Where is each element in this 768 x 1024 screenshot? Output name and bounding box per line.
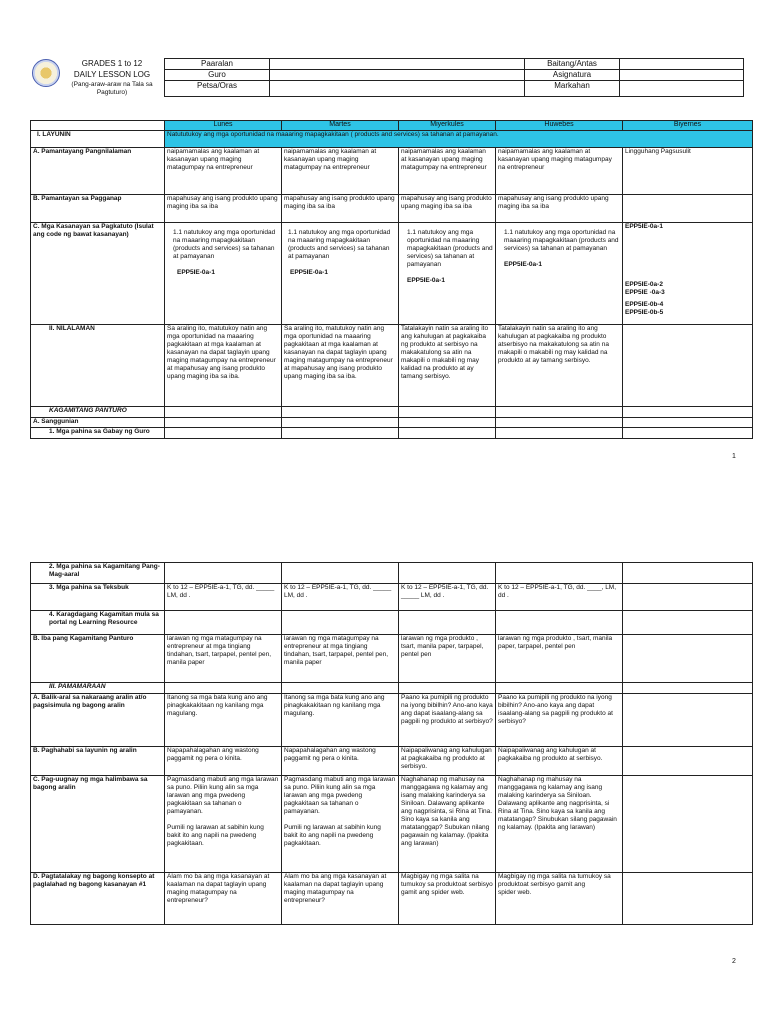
balik-cell-lunes: Itanong sa mga bata kung ano ang pinagkakakitaan ng kanilang mga magulang. — [165, 694, 282, 747]
ii-cell-huwebes: Tatalakayin natin sa araling ito ang kahulugan at pagkakaiba ng produkto atserbisyo na makakatulong sa atin na makapili o makabili ng may kalidad na produkto at ay tamang serbisyo. — [496, 325, 623, 407]
kk-cell-miyerkules — [399, 611, 496, 635]
a-cell-martes: naipamamalas ang kaalaman at kasanayan upang maging matagumpay na entrepreneur — [282, 148, 399, 195]
km-cell-huwebes — [496, 563, 623, 584]
pamamaraan-label: III. PAMAMARAAN — [31, 683, 165, 694]
kagamitang-pang-mag-aaral-label: 2. Mga pahina sa Kagamitang Pang- Mag-aaral — [31, 563, 165, 584]
sanggunian-cell-miyerkules — [399, 418, 496, 428]
ii-cell-biyernes — [623, 325, 753, 407]
day-header-blank — [31, 121, 165, 131]
pag-uugnay-label: C. Pag-uugnay ng mga halimbawa sa bagong aralin — [31, 776, 165, 873]
pamantayang-pangnilalaman-label: A. Pamantayang Pangnilalaman — [31, 148, 165, 195]
iba-pang-kagamitan-label: B. Iba pang Kagamitang Panturo — [31, 635, 165, 683]
guro-value — [270, 70, 525, 81]
gabay-cell-biyernes — [623, 428, 753, 439]
uugnay-cell-biyernes — [623, 776, 753, 873]
uugnay-cell-martes: Pagmasdang mabuti ang mga larawan sa puno. Piliin kung alin sa mga larawan ang mga pwedeng pagkakitaan sa tahanan o pamayanan. Pumili ng larawan at sabihin kung bakit ito ang napili na pwedeng pagkakitaan. — [282, 776, 399, 873]
kk-cell-martes — [282, 611, 399, 635]
b-cell-martes: mapahusay ang isang produkto upang maging iba sa iba — [282, 195, 399, 223]
sanggunian-label: A. Sanggunian — [31, 418, 165, 428]
uugnay-cell-miyerkules: Naghahanap ng mahusay na manggagawa ng kalamay ang isang malaking karinderya sa Siniloan. Dalawang aplikante ang nagprisinta, si Rina at Tina. Sino kaya sa kanila ang matatanggap? Subukan nilang pagawain ng kalamay. (Ipakita ang larawan) — [399, 776, 496, 873]
uugnay-cell-huwebes: Naghahanap ng mahusay na manggagawa ng kalamay ang isang malaking karinderya sa Siniloan. Dalawang aplikante ang nagprisinta, si Rina at Tina. Sino kaya sa kanila ang matatangap? Sinubukan silang pagawain ng kalamay. (Ipakita ang larawan) — [496, 776, 623, 873]
teksbuk-cell-huwebes: K to 12 – EPP5IE-a-1, TG, dd. ____, LM, dd . — [496, 584, 623, 611]
day-header-huwebes: Huwebes — [496, 121, 623, 131]
teksbuk-cell-martes: K to 12 – EPP5IE-a-1, TG, dd. _____ LM, dd . — [282, 584, 399, 611]
pm-cell-martes — [282, 683, 399, 694]
kasanayan-label: C. Mga Kasanayan sa Pagkatuto (Isulat ang code ng bawat kasanayan) — [31, 223, 165, 325]
dll-label: DAILY LESSON LOG — [73, 69, 151, 79]
layunin-label: I. LAYUNIN — [31, 131, 165, 148]
km-cell-lunes — [165, 563, 282, 584]
markahan-value — [620, 81, 744, 97]
kagamitan-cell-lunes — [165, 407, 282, 418]
balik-cell-biyernes — [623, 694, 753, 747]
markahan-label: Markahan — [525, 81, 620, 97]
pagtatalakay-cell-martes: Alam mo ba ang mga kasanayan at kaalaman na dapat taglayin upang maging matagumpay na entrepreneur? — [282, 873, 399, 925]
pm-cell-miyerkules — [399, 683, 496, 694]
day-header-martes: Martes — [282, 121, 399, 131]
paghahabi-cell-lunes: Napapahalagahan ang wastong paggamit ng pera o kinita. — [165, 747, 282, 776]
pagtatalakay-cell-lunes: Alam mo ba ang mga kasanayan at kaalaman na dapat taglayin upang maging matagumpay na entrepreneur? — [165, 873, 282, 925]
nilalaman-label: II. NILALAMAN — [31, 325, 165, 407]
pm-cell-huwebes — [496, 683, 623, 694]
paaralan-label: Paaralan — [165, 59, 270, 70]
c-cell-lunes: 1.1 natutukoy ang mga oportunidad na maaaring mapagkakitaan (products and services) sa tahanan at pamayanan EPP5IE-0a-1 — [165, 223, 282, 325]
page-number-1: 1 — [732, 453, 736, 460]
balik-aral-label: A. Balik-aral sa nakaraang aralin at/o pagsisimula ng bagong aralin — [31, 694, 165, 747]
baitang-label: Baitang/Antas — [525, 59, 620, 70]
balik-cell-martes: Itanong sa mga bata kung ano ang pinagkakakitaan ng kanilang mga magulang. — [282, 694, 399, 747]
petsa-label: Petsa/Oras — [165, 81, 270, 97]
page1-table — [30, 120, 753, 439]
day-header-miyerkules: Miyerkules — [399, 121, 496, 131]
header-table — [30, 58, 744, 97]
a-cell-huwebes: naipamamalas ang kaalaman at kasanayan upang maging matagumpay na entrepreneur — [496, 148, 623, 195]
c-cell-miyerkules: 1.1 natutukoy ang mga oportunidad na maaaring mapagkakitaan (products and services) sa tahanan at pamayanan EPP5IE-0a-1 — [399, 223, 496, 325]
karagdagang-kagamitan-label: 4. Karagdagang Kagamitan mula sa portal ng Learning Resource — [31, 611, 165, 635]
a-cell-miyerkules: naipamamalas ang kaalaman at kasanayan upang maging matagumpay na entrepreneur — [399, 148, 496, 195]
pamantayan-sa-pagganap-label: B. Pamantayan sa Pagganap — [31, 195, 165, 223]
b-cell-huwebes: mapahusay ang isang produkto upang maging iba sa iba — [496, 195, 623, 223]
gabay-cell-miyerkules — [399, 428, 496, 439]
gabay-ng-guro-label: 1. Mga pahina sa Gabay ng Guro — [31, 428, 165, 439]
a-cell-biyernes: Lingguhang Pagsusulit — [623, 148, 753, 195]
iba-cell-martes: larawan ng mga matagumpay na entrepreneur at mga tingiang tindahan, tsart, tarpapel, pentel pen, manila paper — [282, 635, 399, 683]
kagamitan-cell-miyerkules — [399, 407, 496, 418]
paghahabi-cell-martes: Napapahalagahan ang wastong paggamit ng pera o kinita. — [282, 747, 399, 776]
ii-cell-lunes: Sa araling ito, matutukoy natin ang mga oportunidad na maaaring pagkakitaan at mga kaalaman at kasanayan na dapat taglayin upang maging matagumpay na entrepreneur at mapahusay ang isang produkto upang maging iba sa iba. — [165, 325, 282, 407]
kagamitan-cell-huwebes — [496, 407, 623, 418]
teksbuk-cell-miyerkules: K to 12 – EPP5IE-a-1, TG, dd. _____ LM, dd . — [399, 584, 496, 611]
teksbuk-cell-lunes: K to 12 – EPP5IE-a-1, TG, dd. _____ LM, dd . — [165, 584, 282, 611]
kagamitan-cell-biyernes — [623, 407, 753, 418]
sanggunian-cell-huwebes — [496, 418, 623, 428]
ii-cell-martes: Sa araling ito, matutukoy natin ang mga oportunidad na maaaring pagkakitaan at mga kaalaman at kasanayan na dapat taglayin upang maging matagumpay na entrepreneur at mapahusay ang isang produkto upang maging iba sa iba. — [282, 325, 399, 407]
kk-cell-biyernes — [623, 611, 753, 635]
baitang-value — [620, 59, 744, 70]
kagamitang-panturo-label: KAGAMITANG PANTURO — [31, 407, 165, 418]
asignatura-value — [620, 70, 744, 81]
a-cell-lunes: naipamamalas ang kaalaman at kasanayan upang maging matagumpay na entrepreneur — [165, 148, 282, 195]
page2-table — [30, 562, 753, 925]
iba-cell-biyernes — [623, 635, 753, 683]
pm-cell-biyernes — [623, 683, 753, 694]
teksbuk-cell-biyernes — [623, 584, 753, 611]
pm-cell-lunes — [165, 683, 282, 694]
day-header-lunes: Lunes — [165, 121, 282, 131]
paghahabi-cell-miyerkules: Naipapaliwanag ang kahulugan at pagkakaiba ng produkto at serbisyo. — [399, 747, 496, 776]
page-number-2: 2 — [732, 958, 736, 965]
gabay-cell-martes — [282, 428, 399, 439]
grades-label: GRADES 1 to 12 — [81, 58, 143, 68]
b-cell-lunes: mapahusay ang isang produkto upang maging iba sa iba — [165, 195, 282, 223]
c-cell-martes: 1.1 natutukoy ang mga oportunidad na maaaring mapagkakitaan (products and services) sa tahanan at pamayanan EPP5IE-0a-1 — [282, 223, 399, 325]
ii-cell-miyerkules: Tatalakayin natin sa araling ito ang kahulugan at pagkakaiba ng produkto at serbisyo na makakatulong sa atin na makapili o makabili ng may kalidad na produkto at ay tamang serbisyo. — [399, 325, 496, 407]
km-cell-biyernes — [623, 563, 753, 584]
paghahabi-cell-biyernes — [623, 747, 753, 776]
sanggunian-cell-lunes — [165, 418, 282, 428]
iba-cell-miyerkules: larawan ng mga produkto , tsart, manila paper, tarpapel, pentel pen — [399, 635, 496, 683]
gabay-cell-lunes — [165, 428, 282, 439]
layunin-text: Natututukoy ang mga oportunidad na maaaring mapagkakitaan ( products and services) sa tahanan at pamayanan. — [165, 131, 753, 148]
guro-label: Guro — [165, 70, 270, 81]
iba-cell-lunes: larawan ng mga matagumpay na entrepreneur at mga tingiang tindahan, tsart, tarpapel, pentel pen, manila paper — [165, 635, 282, 683]
pagtatalakay-cell-huwebes: Magbigay ng mga salita na tumukoy sa produktoat serbisyo gamit ang spider web. — [496, 873, 623, 925]
km-cell-martes — [282, 563, 399, 584]
b-cell-miyerkules: mapahusay ang isang produkto upang maging iba sa iba — [399, 195, 496, 223]
kagamitan-cell-martes — [282, 407, 399, 418]
km-cell-miyerkules — [399, 563, 496, 584]
balik-cell-miyerkules: Paano ka pumipili ng produkto na iyong bibilhin? Ano-ano kaya ang dapat isaalang-alang sa pagpili ng produkto at serbisyo? — [399, 694, 496, 747]
balik-cell-huwebes: Paano ka pumipili ng produkto na iyong bibilhin? Ano-ano kaya ang dapat isaalang-alang sa pagpili ng produkto at serbisyo? — [496, 694, 623, 747]
petsa-value — [270, 81, 525, 97]
subtitle-label: (Pang-araw-araw na Tala sa Pagtuturo) — [71, 80, 153, 96]
kk-cell-lunes — [165, 611, 282, 635]
paaralan-value — [270, 59, 525, 70]
paghahabi-cell-huwebes: Naipapaliwanag ang kahulugan at pagkakaiba ng produkto at serbisyo. — [496, 747, 623, 776]
sanggunian-cell-martes — [282, 418, 399, 428]
b-cell-biyernes — [623, 195, 753, 223]
pagtatalakay-cell-miyerkules: Magbigay ng mga salita na tumukoy sa produktoat serbisyo gamit ang spider web. — [399, 873, 496, 925]
kk-cell-huwebes — [496, 611, 623, 635]
c-cell-biyernes: EPP5IE-0a-1 EPP5IE-0a-2 EPP5IE -0a-3 EPP5IE-0b-4 EPP5IE-0b-5 — [623, 223, 753, 325]
uugnay-cell-lunes: Pagmasdang mabuti ang mga larawan sa puno. Piliin kung alin sa mga larawan ang mga pwedeng pagkakitaan sa tahanan o pamayanan. Pumili ng larawan at sabihin kung bakit ito ang napili na pwedeng pagkakitaan. — [165, 776, 282, 873]
sanggunian-cell-biyernes — [623, 418, 753, 428]
gabay-cell-huwebes — [496, 428, 623, 439]
pagtatalakay-cell-biyernes — [623, 873, 753, 925]
teksbuk-label: 3. Mga pahina sa Teksbuk — [31, 584, 165, 611]
paghahabi-label: B. Paghahabi sa layunin ng aralin — [31, 747, 165, 776]
pagtatalakay-label: D. Pagtatalakay ng bagong konsepto at paglalahad ng bagong kasanayan #1 — [31, 873, 165, 925]
c-cell-huwebes: 1.1 natutukoy ang mga oportunidad na maaaring mapagkakitaan (products and services) sa tahanan at pamayanan EPP5IE-0a-1 — [496, 223, 623, 325]
asignatura-label: Asignatura — [525, 70, 620, 81]
day-header-biyernes: Biyernes — [623, 121, 753, 131]
iba-cell-huwebes: larawan ng mga produkto , tsart, manila paper, tarpapel, pentel pen — [496, 635, 623, 683]
